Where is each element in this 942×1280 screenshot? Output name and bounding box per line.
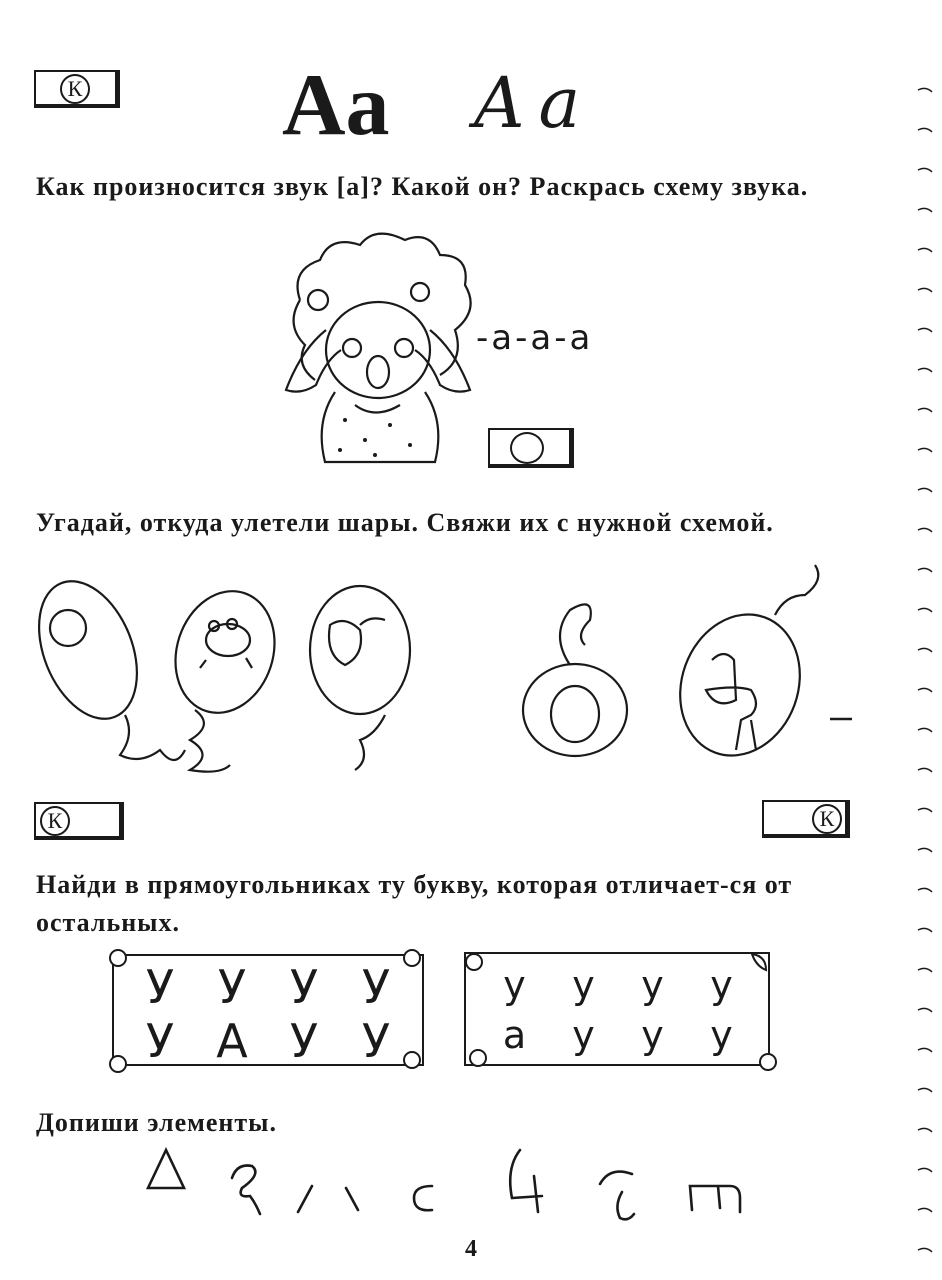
task1-instruction: Как произносится звук [а]? Какой он? Раскрась схему звука.: [36, 172, 809, 201]
grid2-letter[interactable]: у: [710, 1013, 733, 1057]
grid1-letter[interactable]: У: [145, 1014, 175, 1068]
grid1-letter[interactable]: У: [217, 960, 247, 1014]
grid1-letter[interactable]: У: [289, 960, 319, 1014]
grid2-letter[interactable]: у: [572, 1013, 595, 1057]
badge-letter-right: К: [812, 804, 842, 834]
task3-instruction: Найди в прямоугольниках ту букву, которая отличает-ся от остальных.: [36, 870, 793, 937]
grid2-letter[interactable]: у: [503, 963, 526, 1007]
grid2-letter[interactable]: а: [502, 1013, 527, 1057]
grid1-letter[interactable]: У: [361, 1014, 391, 1068]
grid1-letter[interactable]: У: [289, 1014, 319, 1068]
badge-letter: К: [60, 74, 90, 104]
grid1-letter[interactable]: У: [361, 960, 391, 1014]
badge-letter-left: К: [40, 806, 70, 836]
task2-instruction: Угадай, откуда улетели шары. Свяжи их с нужной схемой.: [36, 508, 774, 537]
grid2-letter[interactable]: у: [572, 963, 595, 1007]
grid2-letter[interactable]: у: [641, 1013, 664, 1057]
task4-instruction: Допиши элементы.: [36, 1108, 277, 1137]
grid2-letter[interactable]: у: [641, 963, 664, 1007]
letter-title-script: Aa: [474, 62, 595, 144]
grid1-letter[interactable]: А: [216, 1014, 248, 1068]
sound-text: -а-а-а: [476, 318, 594, 358]
grid2-letter[interactable]: у: [710, 963, 733, 1007]
page-number: 4: [465, 1236, 477, 1262]
letter-title-print: Aa: [282, 57, 390, 154]
grid1-letter[interactable]: У: [145, 960, 175, 1014]
